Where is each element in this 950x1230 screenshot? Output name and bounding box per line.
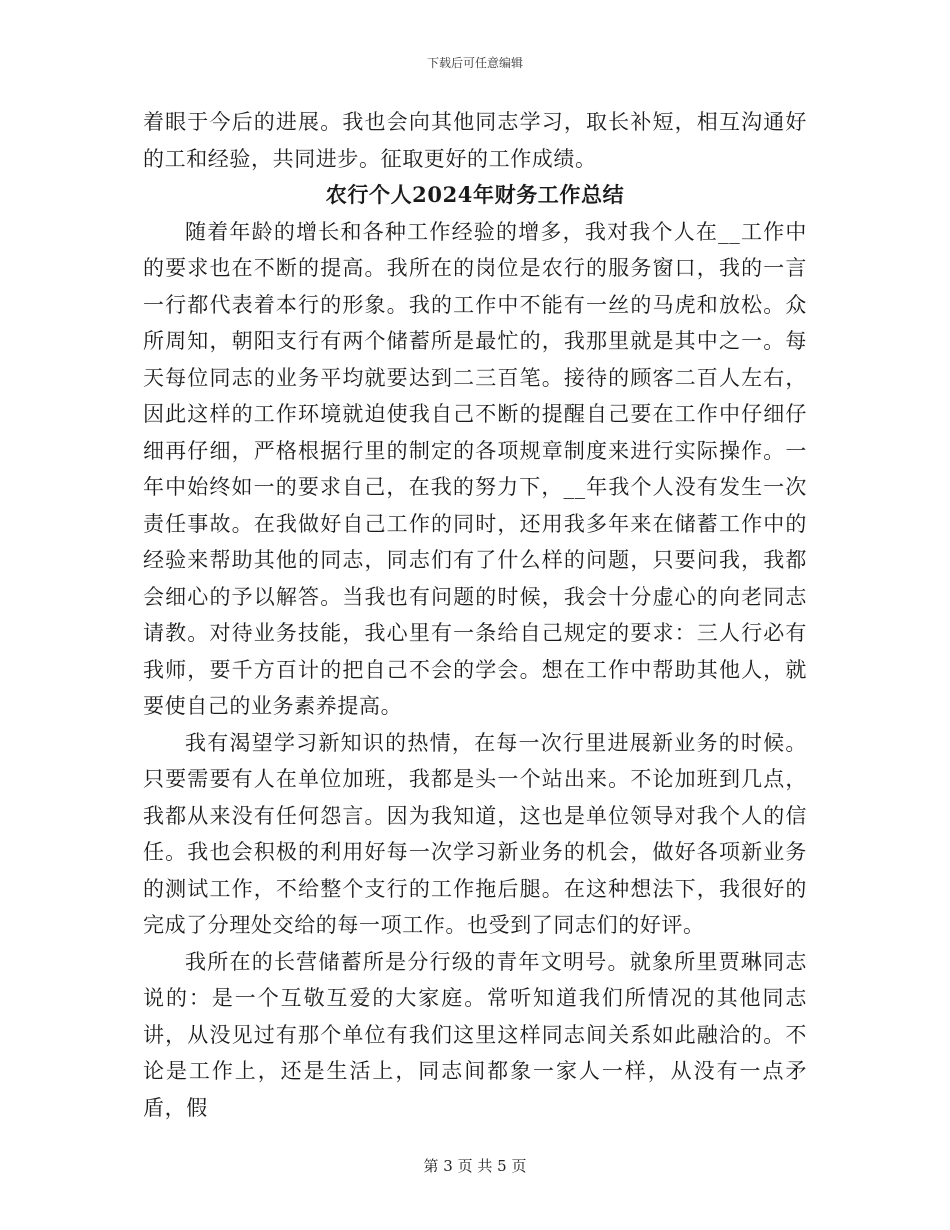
page-number-footer: 第 3 页 共 5 页: [423, 1157, 527, 1175]
document-body: [143, 104, 807, 1126]
paragraph-3: 我所在的长营储蓄所是分行级的青年文明号。就象所里贾琳同志说的：是一个互敬互爱的大家庭。常听知道我们所情况的其他同志讲，从没见过有那个单位有我们这里这样同志间关系如此融洽的。不论是工作上，还是生活上，同志间都象一家人一样，从没有一点矛盾，假: [143, 949, 807, 1120]
paragraph-2: 我有渴望学习新知识的热情，在每一次行里进展新业务的时候。只要需要有人在单位加班，我都是头一个站出来。不论加班到几点，我都从来没有任何怨言。因为我知道，这也是单位领导对我个人的信任。我也会积极的利用好每一次学习新业务的机会，做好各项新业务的测试工作，不给整个支行的工作拖后腿。在这种想法下，我很好的完成了分理处交给的每一项工作。也受到了同志们的好评。: [143, 730, 807, 937]
header-note: 下载后可任意编辑: [426, 56, 523, 70]
continuation-paragraph: 着眼于今后的进展。我也会向其他同志学习，取长补短，相互沟通好的工和经验，共同进步。征取更好的工作成绩。: [143, 110, 807, 171]
paragraph-1: 随着年龄的增长和各种工作经验的增多，我对我个人在__工作中的要求也在不断的提高。我所在的岗位是农行的服务窗口，我的一言一行都代表着本行的形象。我的工作中不能有一丝的马虎和放松。众所周知，朝阳支行有两个储蓄所是最忙的，我那里就是其中之一。每天每位同志的业务平均就要达到二三百笔。接待的顾客二百人左右，因此这样的工作环境就迫使我自己不断的提醒自己要在工作中仔细仔细再仔细，严格根据行里的制定的各项规章制度来进行实际操作。一年中始终如一的要求自己，在我的努力下，__年我个人没有发生一次责任事故。在我做好自己工作的同时，还用我多年来在储蓄工作中的经验来帮助其他的同志，同志们有了什么样的问题，只要问我，我都会细心的予以解答。当我也有问题的时候，我会十分虚心的向老同志请教。对待业务技能，我心里有一条给自己规定的要求：三人行必有我师，要千方百计的把自己不会的学会。想在工作中帮助其他人，就要使自己的业务素养提高。: [143, 219, 807, 718]
document-title: 农行个人2024年财务工作总结: [325, 182, 625, 207]
